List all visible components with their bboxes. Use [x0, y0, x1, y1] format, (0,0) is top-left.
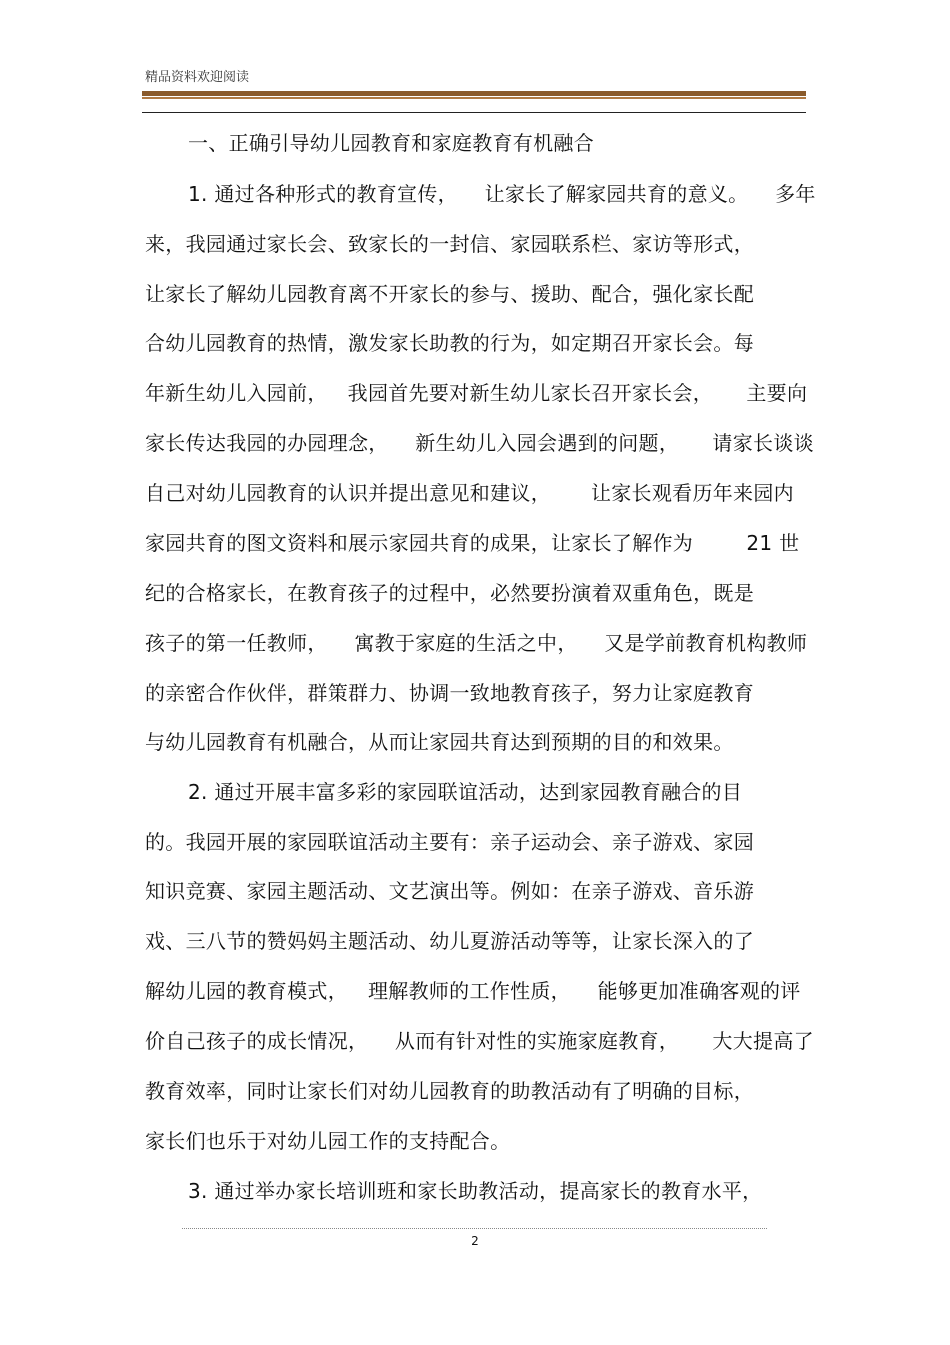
- header-rule-thin: [142, 97, 806, 99]
- body-line: 合幼儿园教育的热情，激发家长助教的行为，如定期召开家长会。每: [145, 331, 754, 355]
- body-line: 年新生幼儿入园前， 我园首先要对新生幼儿家长召开家长会， 主要向: [145, 381, 808, 405]
- body-line: 教育效率，同时让家长们对幼儿园教育的助教活动有了明确的目标，: [145, 1079, 754, 1103]
- page-header-label: 精品资料欢迎阅读: [145, 70, 250, 85]
- section-heading: 一、正确引导幼儿园教育和家庭教育有机融合: [188, 131, 594, 155]
- body-line: 来，我园通过家长会、致家长的一封信、家园联系栏、家访等形式，: [145, 232, 754, 256]
- body-line: 的。我园开展的家园联谊活动主要有：亲子运动会、亲子游戏、家园: [145, 830, 754, 854]
- header-rule-thick: [142, 91, 806, 96]
- body-line: 价自己孩子的成长情况， 从而有针对性的实施家庭教育， 大大提高了: [145, 1029, 814, 1053]
- body-line: 家长传达我园的办园理念， 新生幼儿入园会遇到的问题， 请家长谈谈: [145, 431, 814, 455]
- body-line: 的亲密合作伙伴，群策群力、协调一致地教育孩子，努力让家庭教育: [145, 681, 754, 705]
- body-line: 纪的合格家长，在教育孩子的过程中，必然要扮演着双重角色，既是: [145, 581, 754, 605]
- body-line: 3. 通过举办家长培训班和家长助教活动，提高家长的教育水平，: [188, 1179, 763, 1203]
- body-line: 1. 通过各种形式的教育宣传， 让家长了解家园共育的意义。 多年: [188, 182, 816, 206]
- page-number: 2: [471, 1234, 479, 1248]
- body-line: 家长们也乐于对幼儿园工作的支持配合。: [145, 1129, 511, 1153]
- body-line: 让家长了解幼儿园教育离不开家长的参与、援助、配合，强化家长配: [145, 282, 754, 306]
- body-line: 解幼儿园的教育模式， 理解教师的工作性质， 能够更加准确客观的评: [145, 979, 801, 1003]
- footer-rule: [182, 1228, 767, 1229]
- body-line: 家园共育的图文资料和展示家园共育的成果，让家长了解作为 21 世: [145, 531, 800, 555]
- body-line: 2. 通过开展丰富多彩的家园联谊活动，达到家园教育融合的目: [188, 780, 743, 804]
- body-line: 戏、三八节的赞妈妈主题活动、幼儿夏游活动等等，让家长深入的了: [145, 929, 754, 953]
- body-line: 知识竞赛、家园主题活动、文艺演出等。例如：在亲子游戏、音乐游: [145, 879, 754, 903]
- body-line: 自己对幼儿园教育的认识并提出意见和建议， 让家长观看历年来园内: [145, 481, 794, 505]
- body-line: 与幼儿园教育有机融合，从而让家园共育达到预期的目的和效果。: [145, 730, 734, 754]
- top-rule: [142, 112, 806, 113]
- body-line: 孩子的第一任教师， 寓教于家庭的生活之中， 又是学前教育机构教师: [145, 631, 808, 655]
